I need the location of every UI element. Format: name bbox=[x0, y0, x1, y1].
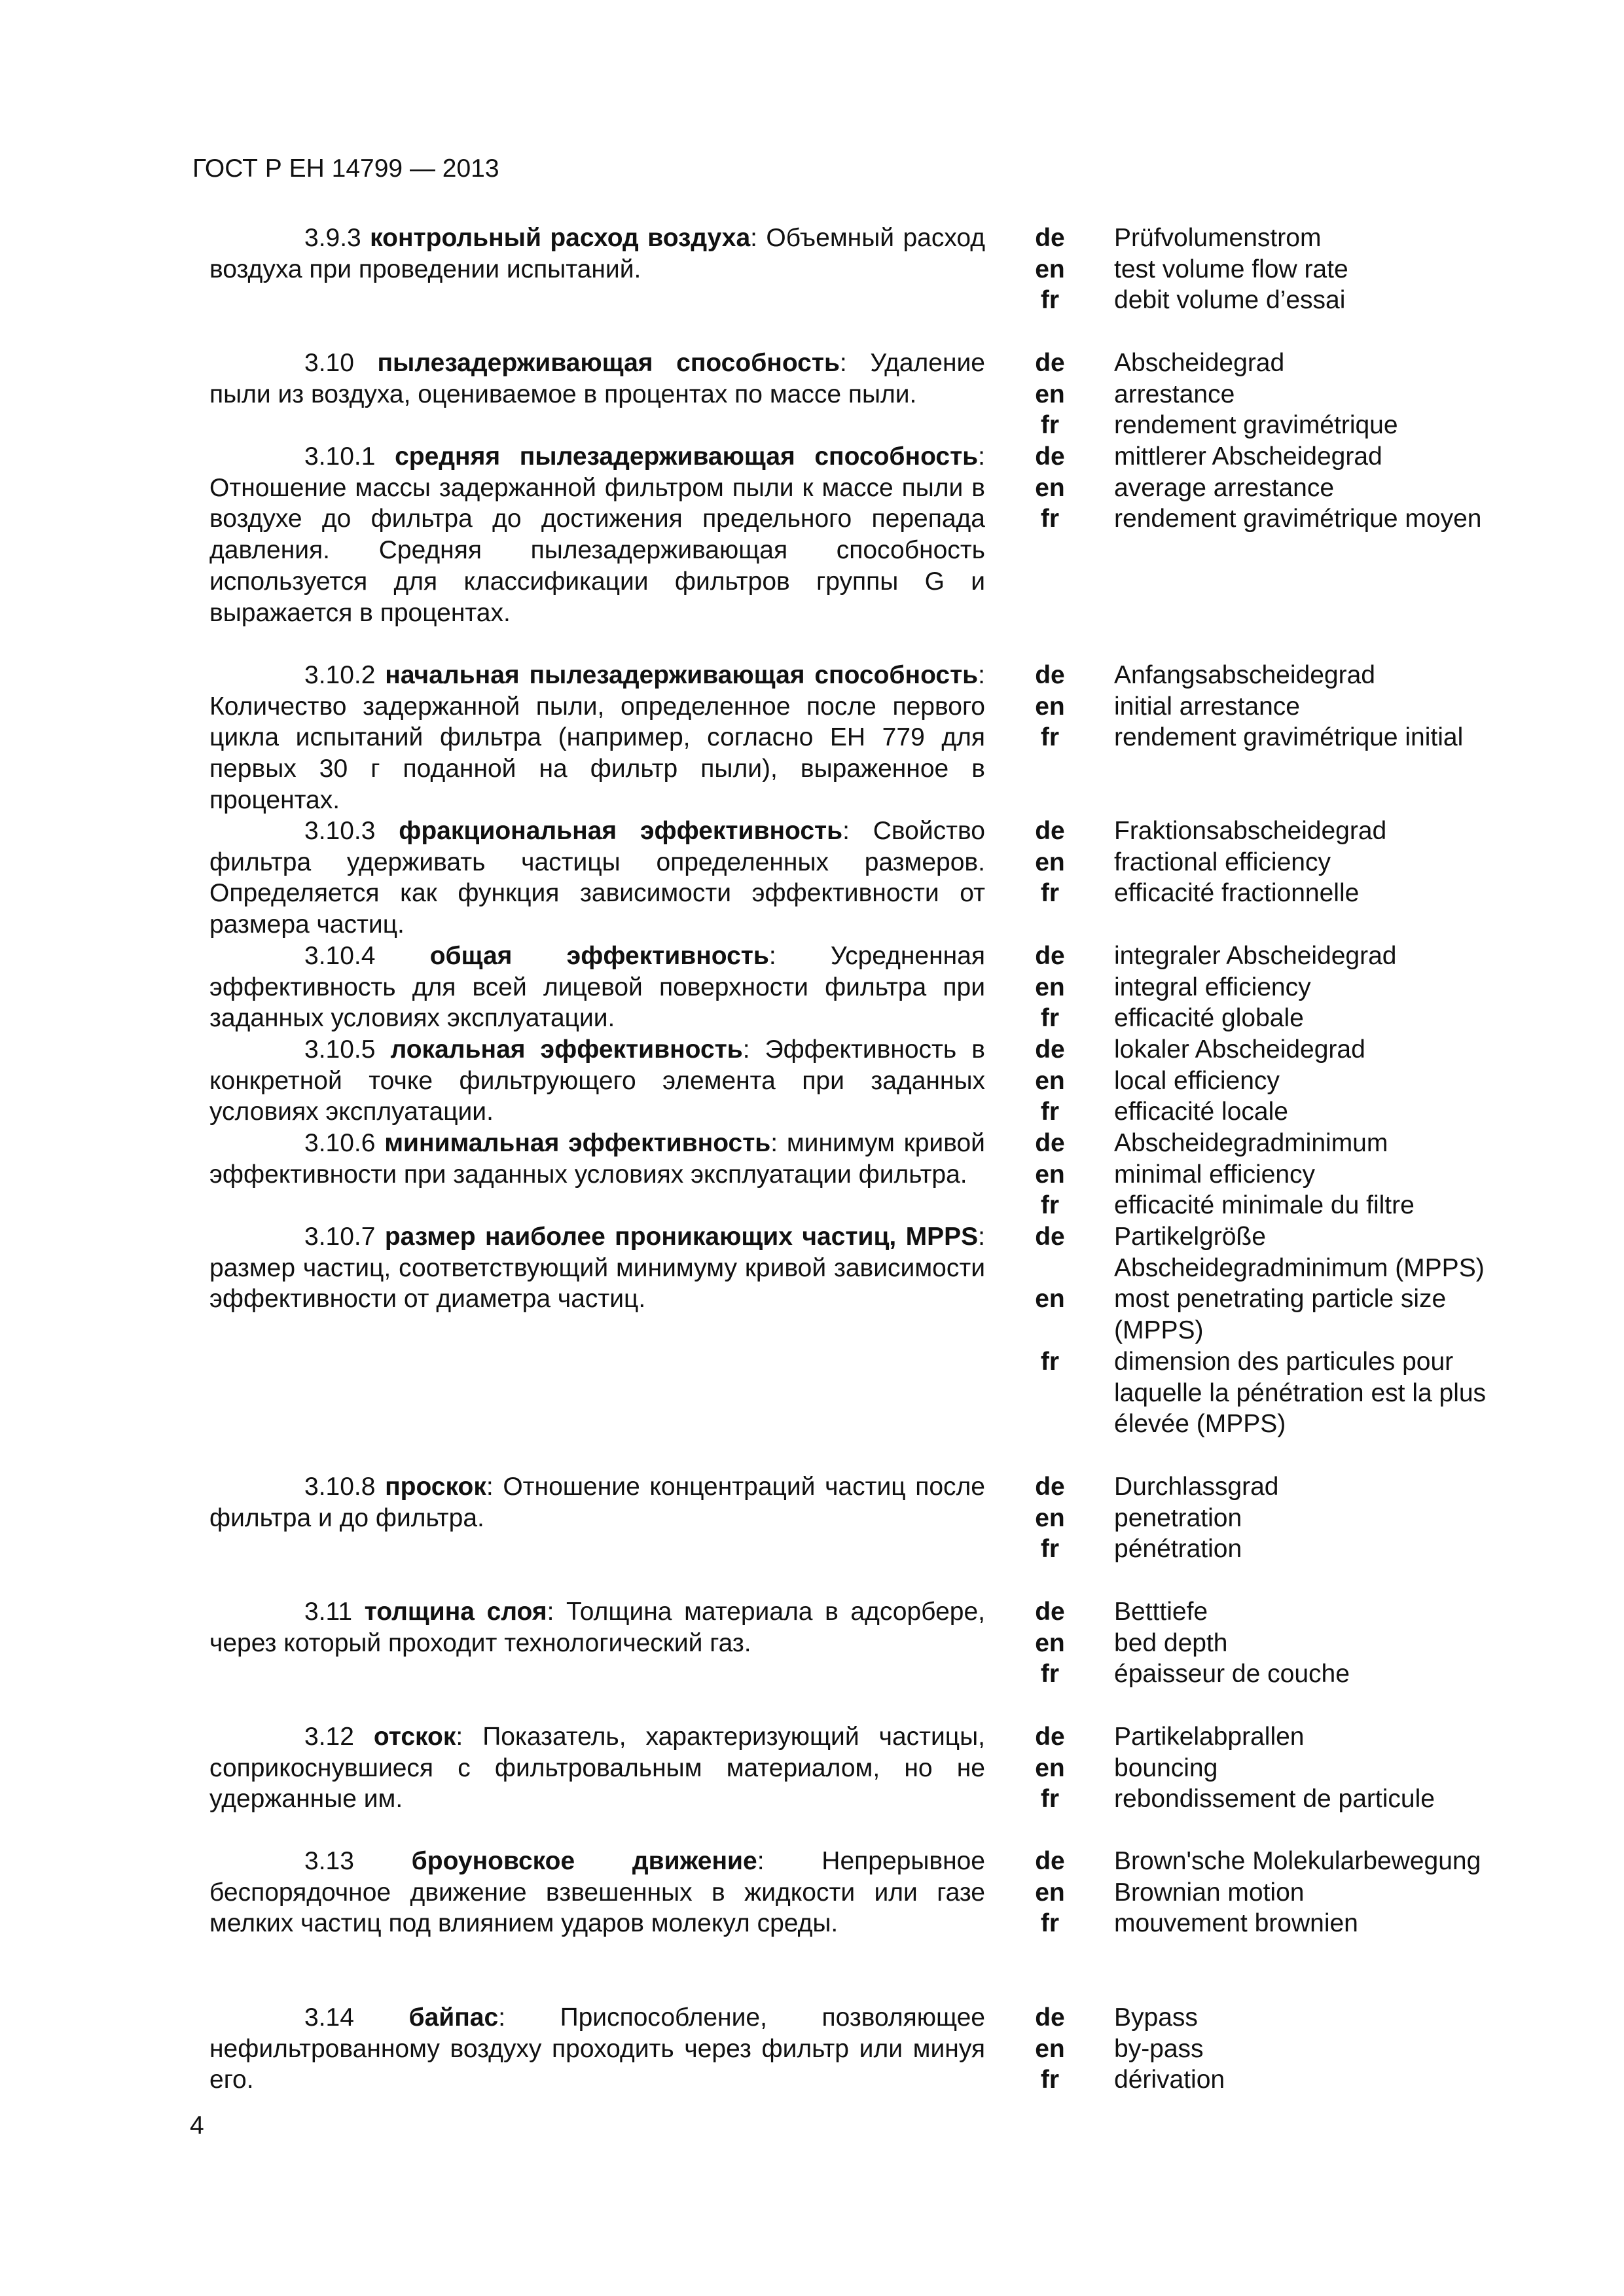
translated-term: efficacité fractionnelle bbox=[1114, 879, 1360, 908]
translated-term: Fraktionsabscheidegrad bbox=[1114, 817, 1387, 845]
term-number: 3.10.5 bbox=[304, 1035, 376, 1064]
term-name: минимальная эффективность bbox=[384, 1129, 771, 1157]
translated-term: rendement gravimétrique moyen bbox=[1114, 505, 1482, 533]
translated-term: rendement gravimétrique bbox=[1114, 411, 1398, 440]
translated-term: local efficiency bbox=[1114, 1066, 1280, 1095]
term-definition bbox=[209, 1128, 985, 1190]
translation-row bbox=[1021, 972, 1519, 1003]
term-number: 3.10.1 bbox=[304, 442, 376, 471]
language-code: en bbox=[1035, 1503, 1065, 1532]
translation-row bbox=[1021, 878, 1519, 909]
term-number: 3.10.7 bbox=[304, 1223, 376, 1251]
language-code: de bbox=[1035, 224, 1065, 252]
language-code: fr bbox=[1040, 1004, 1060, 1033]
term-definition bbox=[209, 816, 985, 941]
translations bbox=[1021, 941, 1519, 1034]
translation-row bbox=[1021, 1784, 1519, 1815]
translated-term: Abscheidegradminimum bbox=[1114, 1129, 1388, 1157]
translated-term: Durchlassgrad bbox=[1114, 1473, 1279, 1501]
translation-row bbox=[1021, 254, 1519, 285]
term-name: контрольный расход воздуха bbox=[370, 224, 751, 252]
language-code: en bbox=[1035, 255, 1065, 283]
translation-row bbox=[1021, 1503, 1519, 1534]
language-code: fr bbox=[1040, 1660, 1060, 1689]
translation-row bbox=[1021, 2064, 1519, 2096]
term-name: пылезадерживающая способность bbox=[377, 349, 840, 377]
translation-row bbox=[1021, 1128, 1519, 1159]
language-code: de bbox=[1035, 661, 1065, 689]
translations bbox=[1021, 1596, 1519, 1690]
term-description: : Свойство фильтра удерживать частицы определенных размеров. Определяется как функция зависимости эффективности от размера частиц. bbox=[209, 817, 985, 939]
translation-row bbox=[1021, 1659, 1519, 1690]
language-code: de bbox=[1035, 1847, 1065, 1875]
translation-row bbox=[1021, 691, 1519, 723]
term-definition bbox=[209, 1721, 985, 1815]
term-definition bbox=[209, 1846, 985, 1939]
language-code: fr bbox=[1040, 411, 1060, 440]
translation-row bbox=[1021, 1003, 1519, 1034]
translation-row bbox=[1021, 1908, 1519, 1939]
translated-term: Betttiefe bbox=[1114, 1598, 1208, 1626]
term-number: 3.13 bbox=[304, 1847, 354, 1875]
translation-row bbox=[1021, 1221, 1519, 1283]
translation-row bbox=[1021, 1471, 1519, 1503]
term-name: толщина слоя bbox=[364, 1598, 547, 1626]
language-code: de bbox=[1035, 1723, 1065, 1751]
translations bbox=[1021, 1128, 1519, 1221]
language-code: en bbox=[1035, 1628, 1065, 1657]
term-description: : Отношение массы задержанной фильтром пыли к массе пыли в воздухе до фильтра до достижения предельного перепада давления. Средняя пылезадерживающая способность используется для классификации фильтров группы G и выражается в процентах. bbox=[209, 442, 985, 627]
translation-row bbox=[1021, 1721, 1519, 1753]
term-description: : Непрерывное беспорядочное движение взвешенных в жидкости или газе мелких частиц под влиянием ударов молекул среды. bbox=[209, 1847, 985, 1938]
translation-row bbox=[1021, 722, 1519, 753]
language-code: fr bbox=[1040, 1347, 1060, 1376]
language-code: de bbox=[1035, 349, 1065, 377]
translated-term: bed depth bbox=[1114, 1628, 1228, 1657]
translation-row bbox=[1021, 1534, 1519, 1565]
document-header: ГОСТ Р ЕН 14799 — 2013 bbox=[192, 154, 499, 183]
translations bbox=[1021, 2002, 1519, 2096]
page-number: 4 bbox=[190, 2111, 204, 2140]
language-code: fr bbox=[1040, 1098, 1060, 1126]
language-code: en bbox=[1035, 473, 1065, 502]
term-description: : Количество задержанной пыли, определенное после первого цикла испытаний фильтра (например, согласно ЕН 779 для первых 30 г поданной на фильтр пыли), выраженное в процентах. bbox=[209, 661, 985, 814]
translation-row bbox=[1021, 660, 1519, 691]
translated-term: minimal efficiency bbox=[1114, 1160, 1316, 1189]
language-code: de bbox=[1035, 1035, 1065, 1064]
language-code: de bbox=[1035, 442, 1065, 471]
term-number: 3.10.2 bbox=[304, 661, 376, 689]
language-code: fr bbox=[1040, 1535, 1060, 1564]
term-name: размер наиболее проникающих частиц, MPPS bbox=[384, 1223, 979, 1251]
language-code: fr bbox=[1040, 1785, 1060, 1814]
translated-term: arrestance bbox=[1114, 380, 1235, 408]
term-number: 3.11 bbox=[304, 1598, 353, 1626]
translation-row bbox=[1021, 1096, 1519, 1128]
term-name: байпас bbox=[408, 2003, 499, 2032]
translation-row bbox=[1021, 2034, 1519, 2065]
translated-term: integraler Abscheidegrad bbox=[1114, 942, 1397, 970]
translations bbox=[1021, 1221, 1519, 1440]
translated-term: rebondissement de particule bbox=[1114, 1785, 1435, 1814]
term-name: локальная эффективность bbox=[390, 1035, 743, 1064]
language-code: fr bbox=[1040, 505, 1060, 533]
translated-term: integral efficiency bbox=[1114, 973, 1311, 1001]
translation-row bbox=[1021, 1346, 1519, 1440]
translation-row bbox=[1021, 223, 1519, 254]
language-code: en bbox=[1035, 1066, 1065, 1095]
language-code: de bbox=[1035, 1598, 1065, 1626]
translated-term: test volume flow rate bbox=[1114, 255, 1348, 283]
translated-term: bouncing bbox=[1114, 1753, 1218, 1782]
translation-row bbox=[1021, 2002, 1519, 2034]
language-code: de bbox=[1035, 942, 1065, 970]
term-description: : Показатель, характеризующий частицы, соприкоснувшиеся с фильтровальным материалом, но не удержанные им. bbox=[209, 1723, 985, 1814]
language-code: en bbox=[1035, 1285, 1065, 1314]
language-code: en bbox=[1035, 1160, 1065, 1189]
language-code: fr bbox=[1040, 286, 1060, 315]
language-code: fr bbox=[1040, 1191, 1060, 1220]
translated-term: Partikelgröße Abscheidegradminimum (MPPS) bbox=[1114, 1223, 1485, 1282]
translated-term: penetration bbox=[1114, 1503, 1242, 1532]
language-code: en bbox=[1035, 2034, 1065, 2063]
translations bbox=[1021, 1846, 1519, 1939]
language-code: de bbox=[1035, 1129, 1065, 1157]
term-definition bbox=[209, 2002, 985, 2096]
term-description: : минимум кривой эффективности при заданных условиях эксплуатации фильтра. bbox=[209, 1129, 985, 1189]
translated-term: mouvement brownien bbox=[1114, 1909, 1358, 1938]
translation-row bbox=[1021, 410, 1519, 441]
term-description: : размер частиц, соответствующий минимуму кривой зависимости эффективности от диаметра частиц. bbox=[209, 1223, 985, 1314]
term-description: : Объемный расход воздуха при проведении испытаний. bbox=[209, 224, 985, 283]
translated-term: Brownian motion bbox=[1114, 1878, 1305, 1907]
translation-row bbox=[1021, 816, 1519, 847]
translations bbox=[1021, 816, 1519, 909]
translation-row bbox=[1021, 1628, 1519, 1659]
translations bbox=[1021, 1034, 1519, 1128]
term-definition bbox=[209, 223, 985, 285]
language-code: fr bbox=[1040, 723, 1060, 752]
translation-row bbox=[1021, 847, 1519, 878]
translation-row bbox=[1021, 1753, 1519, 1784]
term-description: : Приспособление, позволяющее нефильтрованному воздуху проходить через фильтр или минуя его. bbox=[209, 2003, 985, 2094]
term-description: : Удаление пыли из воздуха, оцениваемое в процентах по массе пыли. bbox=[209, 349, 985, 408]
term-description: : Толщина материала в адсорбере, через который проходит технологический газ. bbox=[209, 1598, 985, 1657]
translation-row bbox=[1021, 1159, 1519, 1191]
term-name: общая эффективность bbox=[429, 942, 769, 970]
translated-term: rendement gravimétrique initial bbox=[1114, 723, 1464, 752]
term-description: : Отношение концентраций частиц после фильтра и до фильтра. bbox=[209, 1473, 985, 1532]
term-number: 3.10.8 bbox=[304, 1473, 376, 1501]
term-name: проскок bbox=[385, 1473, 486, 1501]
translated-term: dimension des particules pour laquelle la pénétration est la plus élevée (MPPS) bbox=[1114, 1347, 1487, 1439]
term-definition bbox=[209, 441, 985, 628]
translated-term: most penetrating particle size (MPPS) bbox=[1114, 1285, 1447, 1345]
language-code: fr bbox=[1040, 1909, 1060, 1938]
language-code: de bbox=[1035, 817, 1065, 845]
translation-row bbox=[1021, 285, 1519, 316]
translated-term: debit volume d’essai bbox=[1114, 286, 1346, 315]
language-code: fr bbox=[1040, 2066, 1060, 2094]
translated-term: efficacité minimale du filtre bbox=[1114, 1191, 1415, 1220]
term-definition bbox=[209, 1034, 985, 1128]
term-name: фракциональная эффективность bbox=[399, 817, 843, 845]
term-description: : Усредненная эффективность для всей лицевой поверхности фильтра при заданных условиях эксплуатации. bbox=[209, 942, 985, 1033]
translated-term: Anfangsabscheidegrad bbox=[1114, 661, 1375, 689]
translation-row bbox=[1021, 1596, 1519, 1628]
term-name: средняя пылезадерживающая способность bbox=[395, 442, 979, 471]
term-number: 3.10.6 bbox=[304, 1129, 376, 1157]
language-code: de bbox=[1035, 1473, 1065, 1501]
term-number: 3.9.3 bbox=[304, 224, 361, 252]
term-number: 3.10.4 bbox=[304, 942, 376, 970]
language-code: en bbox=[1035, 973, 1065, 1001]
translated-term: pénétration bbox=[1114, 1535, 1242, 1564]
translation-row bbox=[1021, 348, 1519, 379]
translations bbox=[1021, 348, 1519, 441]
term-definition bbox=[209, 348, 985, 410]
translated-term: Prüfvolumenstrom bbox=[1114, 224, 1322, 252]
translation-row bbox=[1021, 379, 1519, 410]
translation-row bbox=[1021, 1190, 1519, 1221]
translation-row bbox=[1021, 941, 1519, 972]
term-name: отскок bbox=[373, 1723, 456, 1751]
language-code: en bbox=[1035, 1753, 1065, 1782]
translation-row bbox=[1021, 441, 1519, 473]
language-code: fr bbox=[1040, 879, 1060, 908]
translated-term: initial arrestance bbox=[1114, 692, 1300, 721]
language-code: de bbox=[1035, 2003, 1065, 2032]
translation-row bbox=[1021, 473, 1519, 504]
term-definition bbox=[209, 941, 985, 1034]
term-description: : Эффективность в конкретной точке фильтрующего элемента при заданных условиях эксплуатации. bbox=[209, 1035, 985, 1126]
term-definition bbox=[209, 1471, 985, 1534]
term-number: 3.14 bbox=[304, 2003, 354, 2032]
translation-row bbox=[1021, 1877, 1519, 1909]
term-definition bbox=[209, 1221, 985, 1315]
language-code: en bbox=[1035, 1878, 1065, 1907]
translations bbox=[1021, 223, 1519, 316]
translation-row bbox=[1021, 503, 1519, 535]
translated-term: lokaler Abscheidegrad bbox=[1114, 1035, 1365, 1064]
language-code: en bbox=[1035, 692, 1065, 721]
translations bbox=[1021, 1721, 1519, 1815]
translations bbox=[1021, 660, 1519, 753]
translated-term: mittlerer Abscheidegrad bbox=[1114, 442, 1382, 471]
translations bbox=[1021, 441, 1519, 535]
translated-term: Partikelabprallen bbox=[1114, 1723, 1305, 1751]
language-code: de bbox=[1035, 1223, 1065, 1251]
translated-term: Bypass bbox=[1114, 2003, 1198, 2032]
translation-row bbox=[1021, 1846, 1519, 1877]
term-number: 3.10.3 bbox=[304, 817, 376, 845]
language-code: en bbox=[1035, 848, 1065, 876]
term-number: 3.10 bbox=[304, 349, 354, 377]
term-definition bbox=[209, 660, 985, 816]
translated-term: by-pass bbox=[1114, 2034, 1204, 2063]
translated-term: efficacité locale bbox=[1114, 1098, 1288, 1126]
translated-term: efficacité globale bbox=[1114, 1004, 1304, 1033]
translations bbox=[1021, 1471, 1519, 1565]
translated-term: average arrestance bbox=[1114, 473, 1335, 502]
translated-term: Abscheidegrad bbox=[1114, 349, 1285, 377]
translation-row bbox=[1021, 1283, 1519, 1346]
language-code: en bbox=[1035, 380, 1065, 408]
term-number: 3.12 bbox=[304, 1723, 354, 1751]
term-name: начальная пылезадерживающая способность bbox=[385, 661, 979, 689]
term-definition bbox=[209, 1596, 985, 1659]
translated-term: dérivation bbox=[1114, 2066, 1225, 2094]
translated-term: Brown'sche Molekularbewegung bbox=[1114, 1847, 1481, 1875]
translation-row bbox=[1021, 1066, 1519, 1097]
translated-term: fractional efficiency bbox=[1114, 848, 1331, 876]
translated-term: épaisseur de couche bbox=[1114, 1660, 1350, 1689]
term-name: броуновское движение bbox=[411, 1847, 757, 1875]
translation-row bbox=[1021, 1034, 1519, 1066]
